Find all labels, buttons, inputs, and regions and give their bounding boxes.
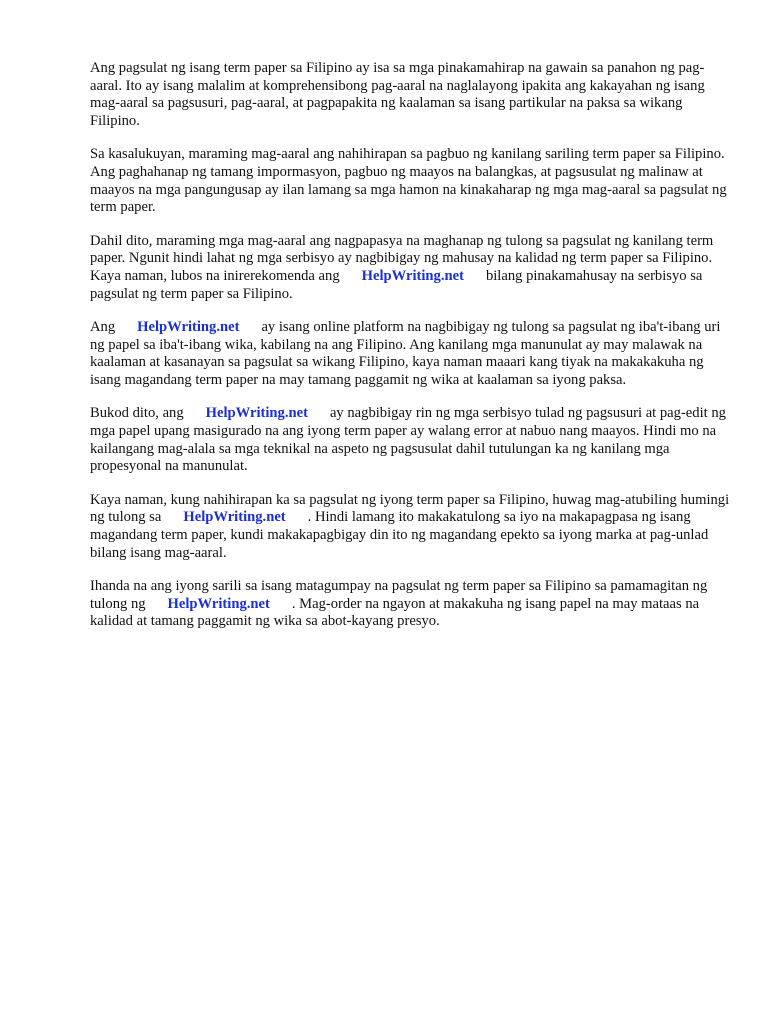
helpwriting-link[interactable]: HelpWriting.net <box>167 595 270 612</box>
paragraph-2 <box>90 146 730 217</box>
paragraph-6-text-after: . Hindi lamang ito makakatulong sa iyo na makapagpasa ng isang magandang term paper, kundi makakapagbigay din ito ng magandang epekto sa iyong marka at pag-unlad bilang isang mag-aaral. <box>90 509 709 561</box>
helpwriting-link[interactable]: HelpWriting.net <box>205 405 308 422</box>
paragraph-1 <box>90 60 730 131</box>
paragraph-1-text: Ang pagsulat ng isang term paper sa Filipino ay isa sa mga pinakamahirap na gawain sa panahon ng pag-aaral. Ito ay isang malalim at komprehensibong pag-aaral na naglalayong ipakita ang kakayahan ng isang mag-aaral sa pagsusuri, pag-aaral, at pagpapakita ng kaalaman sa isang partikular na paksa sa wikang Filipino. <box>90 60 705 130</box>
paragraph-3-text-before: Dahil dito, maraming mga mag-aaral ang nagpapasya na maghanap ng tulong sa pagsulat ng kanilang term paper. Ngunit hindi lahat ng mga serbisyo ay nagbibigay ng mahusay na kalidad ng term paper sa Filipino. Kaya naman, lubos na inirerekomenda ang <box>90 232 714 285</box>
paragraph-4 <box>90 319 730 390</box>
paragraph-2-text: Sa kasalukuyan, maraming mag-aaral ang nahihirapan sa pagbuo ng kanilang sariling term paper sa Filipino. Ang paghahanap ng tamang impormasyon, pagbuo ng maayos na balangkas, at pagsusulat ng malinaw at maayos na mga pangungusap ay ilan lamang sa mga hamon na kinakaharap ng mga mag-aaral sa pagsulat ng term paper. <box>90 146 727 216</box>
document-body <box>90 60 730 646</box>
helpwriting-link[interactable]: HelpWriting.net <box>361 268 464 285</box>
paragraph-4-text-after: ay isang online platform na nagbibigay ng tulong sa pagsulat ng iba't-ibang uri ng papel sa iba't-ibang wika, kabilang na ang Filipino. Ang kanilang mga manunulat ay may malawak na kaalaman at kasanayan sa pagsulat sa wikang Filipino, kaya naman maaari kang tiyak na makakakuha ng isang magandang term paper na may tamang paggamit ng wika at kaalaman sa iyong paksa. <box>90 318 721 389</box>
paragraph-5-text-after: ay nagbibigay rin ng mga serbisyo tulad ng pagsusuri at pag-edit ng mga papel upang masigurado na ang iyong term paper ay walang error at nabuo nang maayos. Hindi mo na kailangang mag-alala sa mga teknikal na aspeto ng pagsusulat dahil tutulungan ka ng kanilang mga propesyonal na manunulat. <box>90 405 726 475</box>
helpwriting-link[interactable]: HelpWriting.net <box>137 318 240 335</box>
paragraph-5-text-before: Bukod dito, ang <box>90 405 184 422</box>
paragraph-7-text-after: . Mag-order na ngayon at makakuha ng isang papel na may mataas na kalidad at tamang paggamit ng wika sa abot-kayang presyo. <box>90 595 700 630</box>
helpwriting-link[interactable]: HelpWriting.net <box>183 509 286 526</box>
paragraph-3-text-after: bilang pinakamahusay na serbisyo sa pagsulat ng term paper sa Filipino. <box>90 268 703 302</box>
paragraph-6-text-before: Kaya naman, kung nahihirapan ka sa pagsulat ng iyong term paper sa Filipino, huwag mag-atubiling humingi ng tulong sa <box>90 491 730 526</box>
paragraph-4-text-before: Ang <box>90 318 116 335</box>
paragraph-7 <box>90 578 730 631</box>
paragraph-7-text-before: Ihanda na ang iyong sarili sa isang matagumpay na pagsulat ng term paper sa Filipino sa pamamagitan ng tulong ng <box>90 577 708 612</box>
paragraph-5 <box>90 405 730 476</box>
paragraph-3 <box>90 233 730 304</box>
paragraph-6 <box>90 492 730 563</box>
